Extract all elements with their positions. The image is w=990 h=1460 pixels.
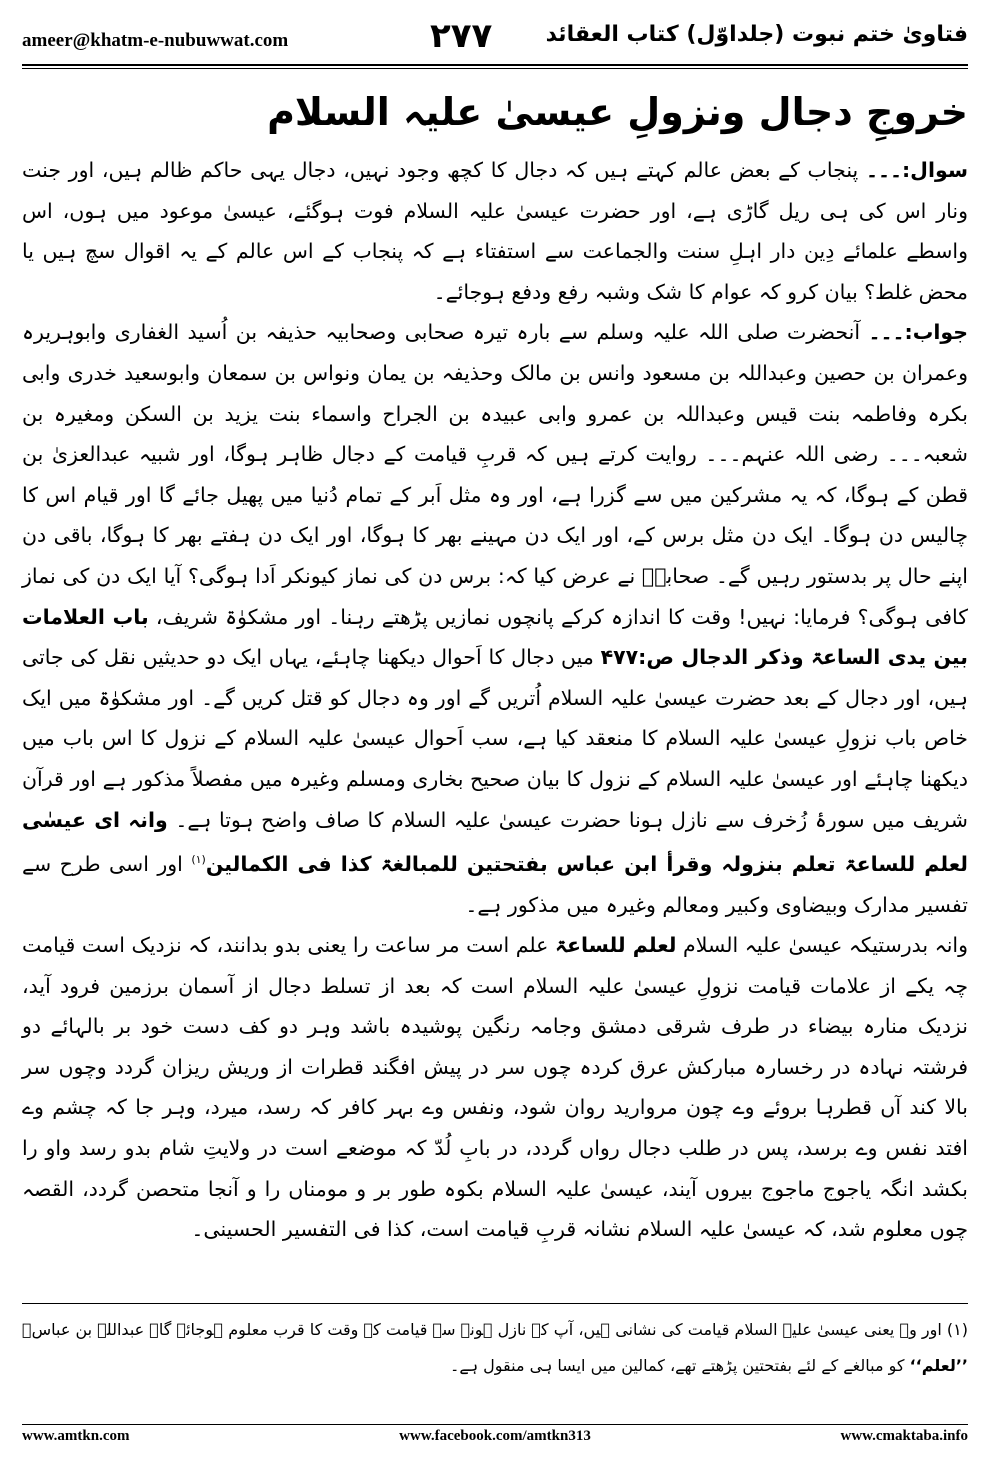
persian-text: علم است مر ساعت را یعنی بدو بدانند، کہ نزدیک است قیامت چہ یکے از علامات قیامت نزولِ عیسیٰ علیہ السلام است کہ بعد از تسلط دجال از آسمان برزمین فرود آید، نزدیک منارہ بیضاء در طرف شرقی دمشق وجامہ رنگین پوشیدہ باشد وہر دو کف دست خود بر بالہائے دو فرشتہ نہادہ در رخسارہ مبارکش عرق کردہ چوں سر در پیش افگند قطرات از وریش ریزان گردد وچوں سر بالا کند آں قطرہا بروئے وے چون مروارید روان شود، ونفس وے بہر کافر کہ رسد، میرد، وہر جا کہ چشم وے افتد نفس وے برسد، پس در طلب دجال رواں گردد، در بابِ لُدّ کہ موضعے است در ولایتِ شام بدو رسد واو را بکشد انگہ یاجوج ماجوج بیروں آیند، عیسیٰ علیہ السلام بکوہ طور بر و مومناں را و آنجا متحصن گردد، القصہ چوں معلوم شد، کہ عیسیٰ علیہ السلام نشانہ قربِ قیامت است، کذا فی التفسیر الحسینی۔ — [22, 933, 968, 1242]
answer-label: جواب:۔۔۔ — [868, 320, 968, 345]
persian-quote: لعلم للساعۃ — [554, 933, 677, 958]
footer-link-amtkn[interactable]: www.amtkn.com — [22, 1428, 130, 1444]
article-body — [22, 150, 968, 1250]
header-book-title: فتاویٰ ختم نبوت (جلداوّل) کتاب العقائد — [545, 22, 968, 47]
footer-link-cmaktaba[interactable]: www.cmaktaba.info — [840, 1428, 968, 1444]
question-label: سوال:۔۔۔ — [865, 158, 968, 182]
footer-link-facebook[interactable]: www.facebook.com/amtkn313 — [399, 1428, 591, 1444]
answer-paragraph — [22, 312, 968, 925]
footnote-marker-inline[interactable]: (۱) — [191, 853, 206, 867]
footnote-rule — [22, 1303, 968, 1304]
footnote-text-2: کو مبالغے کے لئے بفتحتین پڑھتے تھے، کمالین میں ایسا ہی منقول ہے۔ — [449, 1356, 910, 1375]
answer-text-1: آنحضرت صلی اللہ علیہ وسلم سے بارہ تیرہ صحابی وصحابیہ حذیفہ بن اُسید الغفاری وابوہریرہ وعمران بن حصین وعبداللہ بن مسعود وانس بن مالک وحذیفہ بن یمان ونواس بن سمعان وابوسعید خدری وابی بکرہ وفاطمہ بنت قیس وعبداللہ بن عمرو وابی عبیدہ بن الجراح واسماء بنت یزید بن السکن ومغیرہ بن شعبہ۔۔۔ رضی اللہ عنہم۔۔۔ روایت کرتے ہیں کہ قربِ قیامت کے دجال ظاہر ہوگا، اور شبیہ عبدالعزیٰ بن قطن کے ہوگا، کہ یہ مشرکین میں سے گزرا ہے، اور وہ مثل اَبر کے تمام دُنیا میں پھیل جائے گا اور قیام اس کا چالیس دن ہوگا۔ ایک دن مثل برس کے، اور ایک دن مہینے بھر کا ہوگا، اور ایک دن ہفتے بھر کا ہوگا، باقی دن اپنے حال پر بدستور رہیں گے۔ صحابہؓ نے عرض کیا کہ: برس دن کی نماز کیونکر اَدا ہوگی؟ آیا ایک دن کی نماز کافی ہوگی؟ فرمایا: نہیں! وقت کا اندازہ کرکے پانچوں نمازیں پڑھتے رہنا۔ اور مشکوٰۃ شریف، — [22, 320, 969, 629]
header-page-number: ۲۷۷ — [430, 16, 493, 56]
footnote-text: اور وہ یعنی عیسیٰ علیہ السلام قیامت کی نشانی ہیں، آپ کے نازل ہونے سے قیامت کے وقت کا قرب معلوم ہوجائے گا۔ عبداللہ بن عباسؓ — [22, 1320, 942, 1339]
footnote — [22, 1312, 968, 1384]
persian-paragraph — [22, 925, 968, 1250]
persian-lead: وانہ بدرستیکہ عیسیٰ علیہ السلام — [676, 933, 968, 958]
question-text: پنجاب کے بعض عالم کہتے ہیں کہ دجال کا کچھ وجود نہیں، دجال یہی حاکم ظالم ہیں، اور جنت ونار اس کی ہی ریل گاڑی ہے، اور حضرت عیسیٰ علیہ السلام فوت ہوگئے، عیسیٰ موعود میں ہوں، اس واسطے علمائے دِین دار اہلِ سنت والجماعت سے استفتاء ہے کہ پنجاب کے اس عالم کے یہ اقوال سچ ہیں یا محض غلط؟ بیان کرو کہ عوام کا شک وشبہ رفع ودفع ہوجائے۔ — [22, 158, 968, 304]
header-email: ameer@khatm-e-nubuwwat.com — [22, 30, 289, 51]
question-paragraph — [22, 150, 968, 312]
header-rule — [22, 64, 968, 66]
answer-text-2: میں دجال کا اَحوال دیکھنا چاہئے، یہاں ایک دو حدیثیں نقل کی جاتی ہیں، اور دجال کے بعد حضرت عیسیٰ علیہ السلام اُتریں گے اور وہ دجال کو قتل کریں گے۔ اور مشکوٰۃ میں ایک خاص باب نزولِ عیسیٰ علیہ السلام کا منعقد کیا ہے، سب اَحوال عیسیٰ علیہ السلام کے نزول کا اس باب میں دیکھنا چاہئے اور عیسیٰ علیہ السلام کے نزول کا بیان صحیح بخاری ومسلم وغیرہ میں مفصلاً مذکور ہے اور قرآن شریف میں سورۂ زُخرف سے نازل ہونا حضرت عیسیٰ علیہ السلام کا صاف واضح ہوتا ہے۔ — [22, 645, 968, 832]
article-title: خروجِ دجال ونزولِ عیسیٰ علیہ السلام — [267, 90, 968, 134]
footnote-quoted-word: ’’لعلم‘‘ — [909, 1356, 968, 1375]
footer-rule — [22, 1424, 968, 1425]
page-header — [0, 0, 990, 66]
answer-reference: باب العلامات بین یدی الساعۃ وذکر الدجال ص:۴۷۷ — [22, 604, 968, 670]
answer-text-3: اور اسی طرح سے تفسیر مدارک وبیضاوی وکبیر ومعالم وغیرہ میں مذکور ہے۔ — [22, 851, 968, 917]
footnote-marker: (۱) — [946, 1320, 968, 1339]
header-rule-thin — [22, 68, 968, 69]
page-footer — [22, 1428, 968, 1452]
quran-quote: وانہ ای عیسٰی لعلم للساعۃ تعلم بنزولہ وقرأ ابن عباس بفتحتین للمبالغۃ کذا فی الکمالین — [22, 807, 968, 876]
